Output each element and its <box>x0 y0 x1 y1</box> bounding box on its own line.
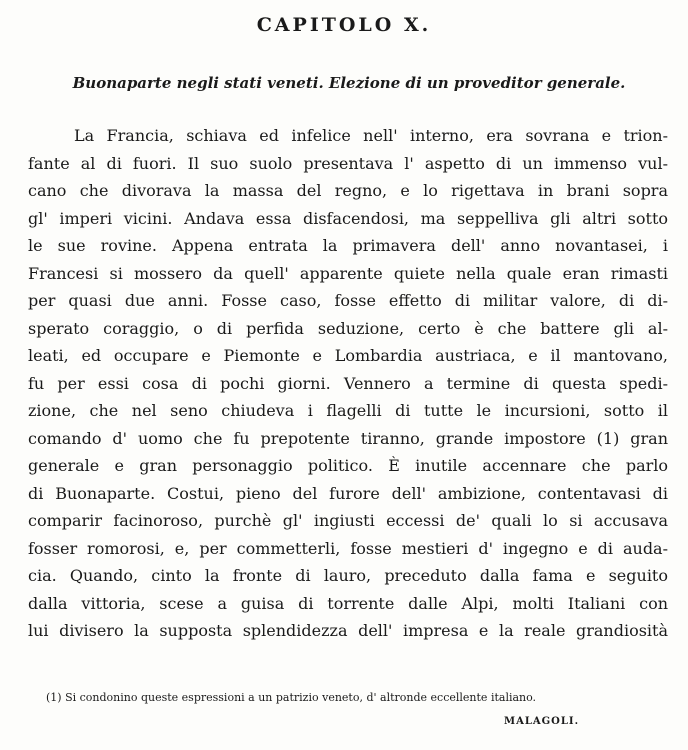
body-text <box>28 122 668 645</box>
text-line: dalla vittoria, scese a guisa di torrente dalle Alpi, molti Italiani con <box>28 593 668 613</box>
text-line: zione, che nel seno chiudeva i flagelli di tutte le incursioni, sotto il <box>28 401 668 420</box>
text-line: sperato coraggio, o di perfida seduzione, certo è che battere gli al- <box>28 318 668 338</box>
text-line: fu per essi cosa di pochi giorni. Vennero a termine di questa spedi- <box>28 373 668 393</box>
footnote: (1) Si condonino queste espressioni a un patrizio veneto, d' altronde eccellente italiano. <box>46 691 537 704</box>
text-line: cano che divorava la massa del regno, e lo rigettava in brani sopra <box>28 181 668 200</box>
chapter-title: CAPITOLO X. <box>256 14 432 36</box>
text-line: per quasi due anni. Fosse caso, fosse effetto di militar valore, di di- <box>28 291 668 310</box>
text-line: lui divisero la supposta splendidezza dell' impresa e la reale grandiosità <box>28 621 668 640</box>
footnote-signature: MALAGOLI. <box>504 716 580 727</box>
text-line: cia. Quando, cinto la fronte di lauro, preceduto dalla fama e seguito <box>28 566 668 585</box>
chapter-subtitle: Buonaparte negli stati veneti. Elezione di un proveditor generale. <box>72 74 626 92</box>
text-line: La Francia, schiava ed infelice nell' interno, era sovrana e trion- <box>74 126 668 145</box>
text-line: le sue rovine. Appena entrata la primavera dell' anno novantasei, i <box>28 236 668 255</box>
text-line: Francesi si mossero da quell' apparente quiete nella quale eran rimasti <box>28 263 668 283</box>
text-line: fosser romorosi, e, per commetterli, fosse mestieri d' ingegno e di auda- <box>28 538 668 558</box>
text-line: comparir facinoroso, purchè gl' ingiusti eccessi de' quali lo si accusava <box>28 511 668 530</box>
text-line: di Buonaparte. Costui, pieno del furore dell' ambizione, contentavasi di <box>28 483 668 503</box>
text-line: gl' imperi vicini. Andava essa disfacendosi, ma seppelliva gli altri sotto <box>28 208 668 228</box>
text-line: generale e gran personaggio politico. È inutile accennare che parlo <box>28 456 668 475</box>
text-line: fante al di fuori. Il suo suolo presentava l' aspetto di un immenso vul- <box>28 153 668 173</box>
text-line: leati, ed occupare e Piemonte e Lombardia austriaca, e il mantovano, <box>28 346 668 365</box>
text-line: comando d' uomo che fu prepotente tiranno, grande impostore (1) gran <box>28 428 668 448</box>
